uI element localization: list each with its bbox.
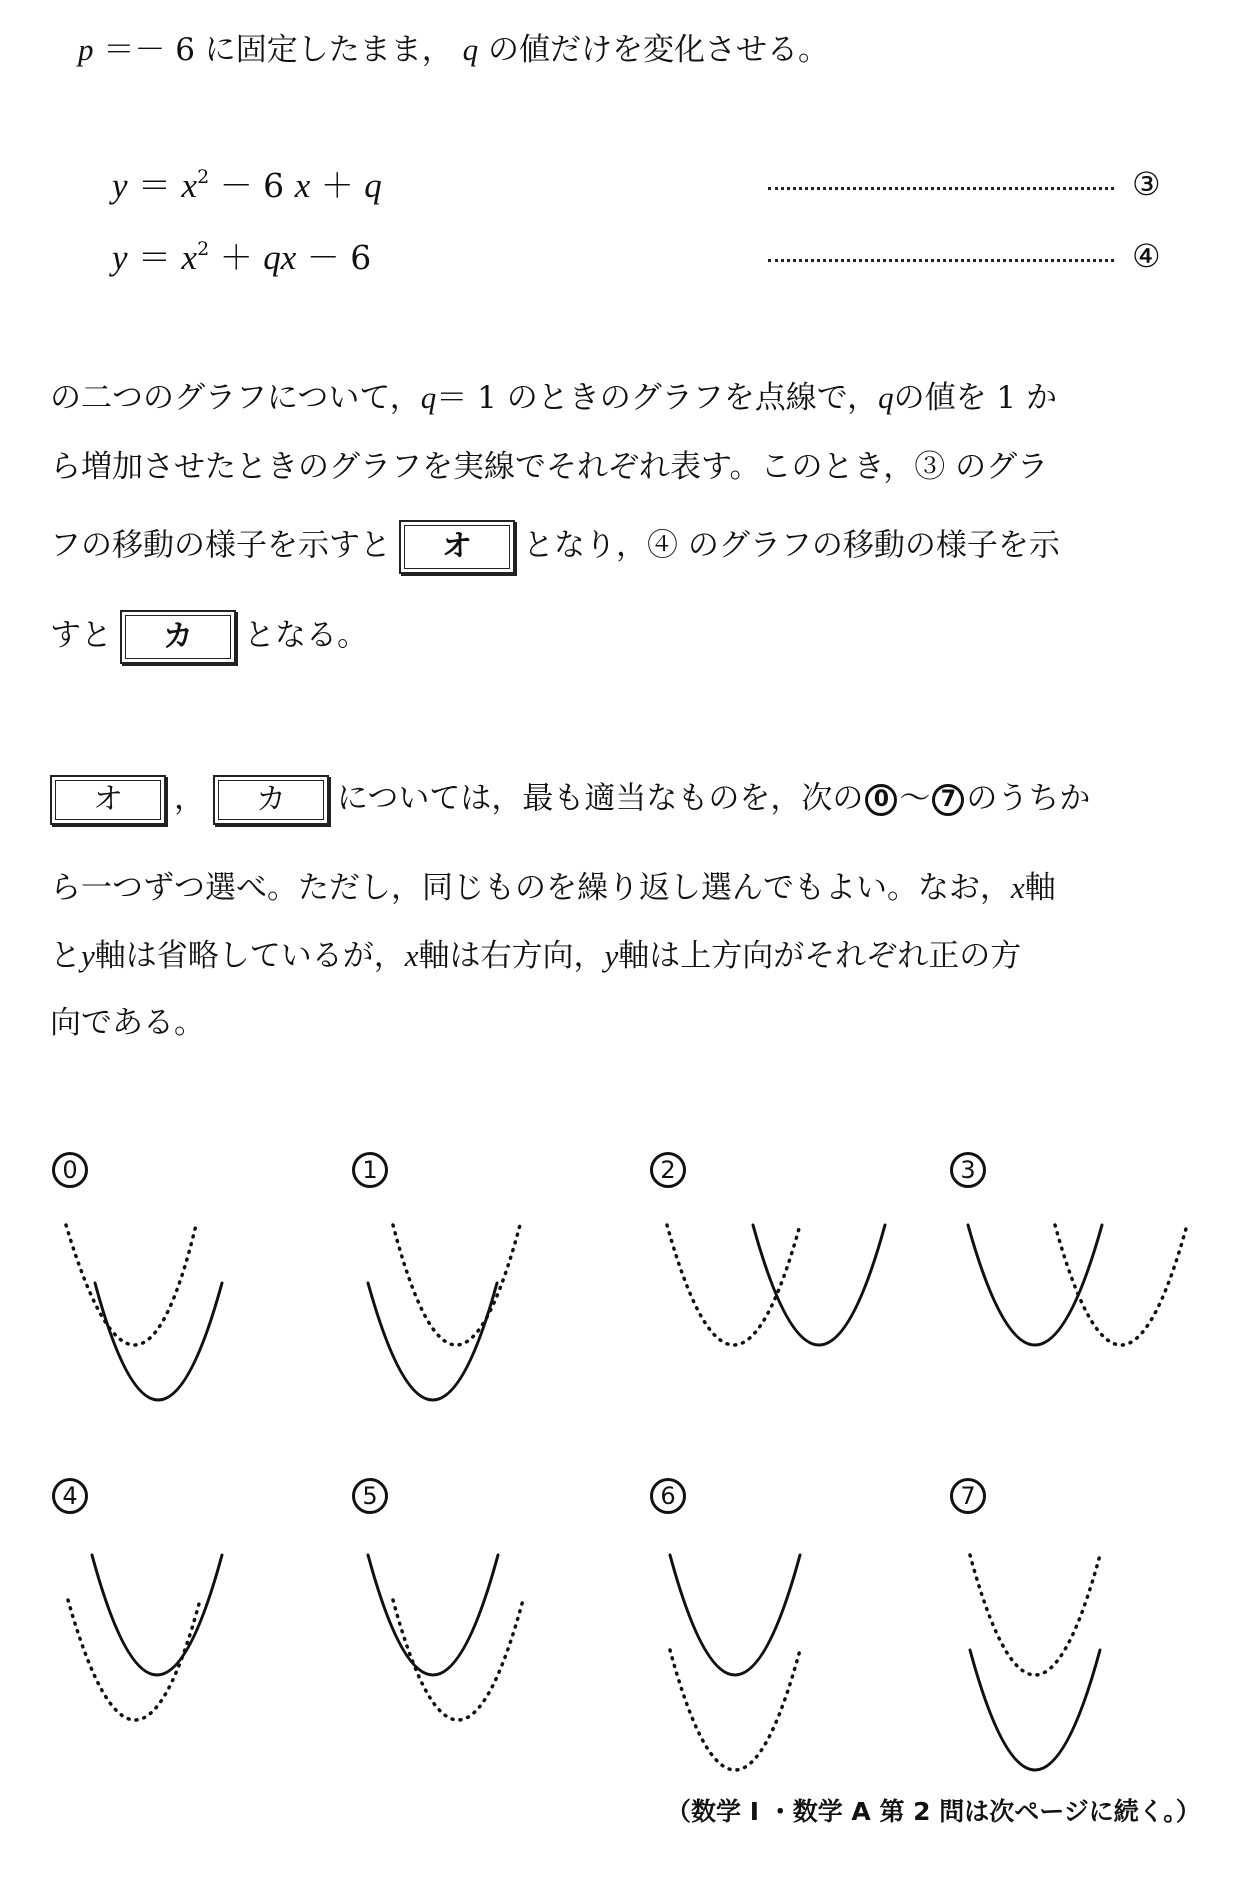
option-label-0[interactable]: 0 xyxy=(52,1152,88,1188)
option-graph-3[interactable] xyxy=(968,1225,1187,1345)
equation-number-4: ④ xyxy=(1132,237,1161,275)
solid-parabola-2 xyxy=(753,1225,885,1345)
option-graph-4[interactable] xyxy=(68,1555,222,1720)
option-label-7[interactable]: 7 xyxy=(950,1478,986,1514)
answer-box-o[interactable]: オ xyxy=(399,520,515,574)
answer-box-ka-ref: カ xyxy=(213,775,329,825)
option-label-3[interactable]: 3 xyxy=(950,1152,986,1188)
page-footer: （数学 I ・数学 A 第 2 問は次ページに続く。） xyxy=(666,1797,1201,1826)
solid-parabola-3 xyxy=(968,1225,1102,1345)
dotted-parabola-0 xyxy=(66,1225,196,1345)
para2-line2: ら一つずつ選べ。ただし，同じものを繰り返し選んでもよい。なお，x軸 xyxy=(50,870,1056,906)
para2-line1: オ ， カ については，最も適当なものを，次の 0 ～ 7 のうちか xyxy=(50,775,1090,825)
option-label-2[interactable]: 2 xyxy=(650,1152,686,1188)
dotted-parabola-1 xyxy=(393,1225,520,1345)
solid-parabola-7 xyxy=(970,1650,1100,1770)
equation-number-3: ③ xyxy=(1132,165,1161,203)
solid-parabola-4 xyxy=(92,1555,222,1675)
para1-line2: ら増加させたときのグラフを実線でそれぞれ表す。このとき，③ のグラ xyxy=(50,449,1049,485)
solid-parabola-1 xyxy=(368,1283,497,1400)
option-graph-2[interactable] xyxy=(667,1225,885,1345)
para1-line3: フの移動の様子を示すと オ となり，④ のグラフの移動の様子を示 xyxy=(50,520,1060,574)
option-graph-5[interactable] xyxy=(368,1555,523,1720)
solid-parabola-0 xyxy=(95,1283,222,1400)
option-graph-0[interactable] xyxy=(66,1225,222,1400)
dotted-parabola-7 xyxy=(970,1555,1100,1675)
solid-parabola-5 xyxy=(368,1555,498,1675)
solid-parabola-6 xyxy=(670,1555,800,1675)
equation-4: $y = x^2$ ＋ qx － 6 xyxy=(112,238,372,277)
dotted-parabola-6 xyxy=(670,1650,800,1770)
option-graph-7[interactable] xyxy=(970,1555,1100,1770)
option-graph-1[interactable] xyxy=(368,1225,520,1400)
option-label-5[interactable]: 5 xyxy=(352,1478,388,1514)
intro-tail: の値だけを変化させる。 xyxy=(488,32,830,68)
dotted-parabola-5 xyxy=(393,1600,523,1720)
circled-7: 7 xyxy=(932,784,964,816)
intro-condition: ＝－ 6 に固定したまま， xyxy=(103,32,453,68)
para2-line4: 向である。 xyxy=(50,1005,205,1041)
option-label-4[interactable]: 4 xyxy=(52,1478,88,1514)
para2-line3: とy軸は省略しているが，x軸は右方向，y軸は上方向がそれぞれ正の方 xyxy=(50,938,1022,974)
dotted-parabola-3 xyxy=(1055,1225,1187,1345)
answer-box-ka[interactable]: カ xyxy=(120,610,236,664)
dotted-parabola-2 xyxy=(667,1225,800,1345)
var-q: q xyxy=(462,32,479,67)
option-graph-6[interactable] xyxy=(670,1555,800,1770)
para1-line1: の二つのグラフについて，q＝ 1 のときのグラフを点線で，qの値を 1 か xyxy=(50,380,1058,416)
circled-0: 0 xyxy=(865,784,897,816)
para1-line4: すと カ となる。 xyxy=(50,610,368,664)
answer-box-o-ref: オ xyxy=(50,775,166,825)
var-p: p xyxy=(78,32,94,67)
equation-3: $y = x^2 - 6$ x ＋ q xyxy=(112,166,382,205)
option-label-6[interactable]: 6 xyxy=(650,1478,686,1514)
option-label-1[interactable]: 1 xyxy=(352,1152,388,1188)
